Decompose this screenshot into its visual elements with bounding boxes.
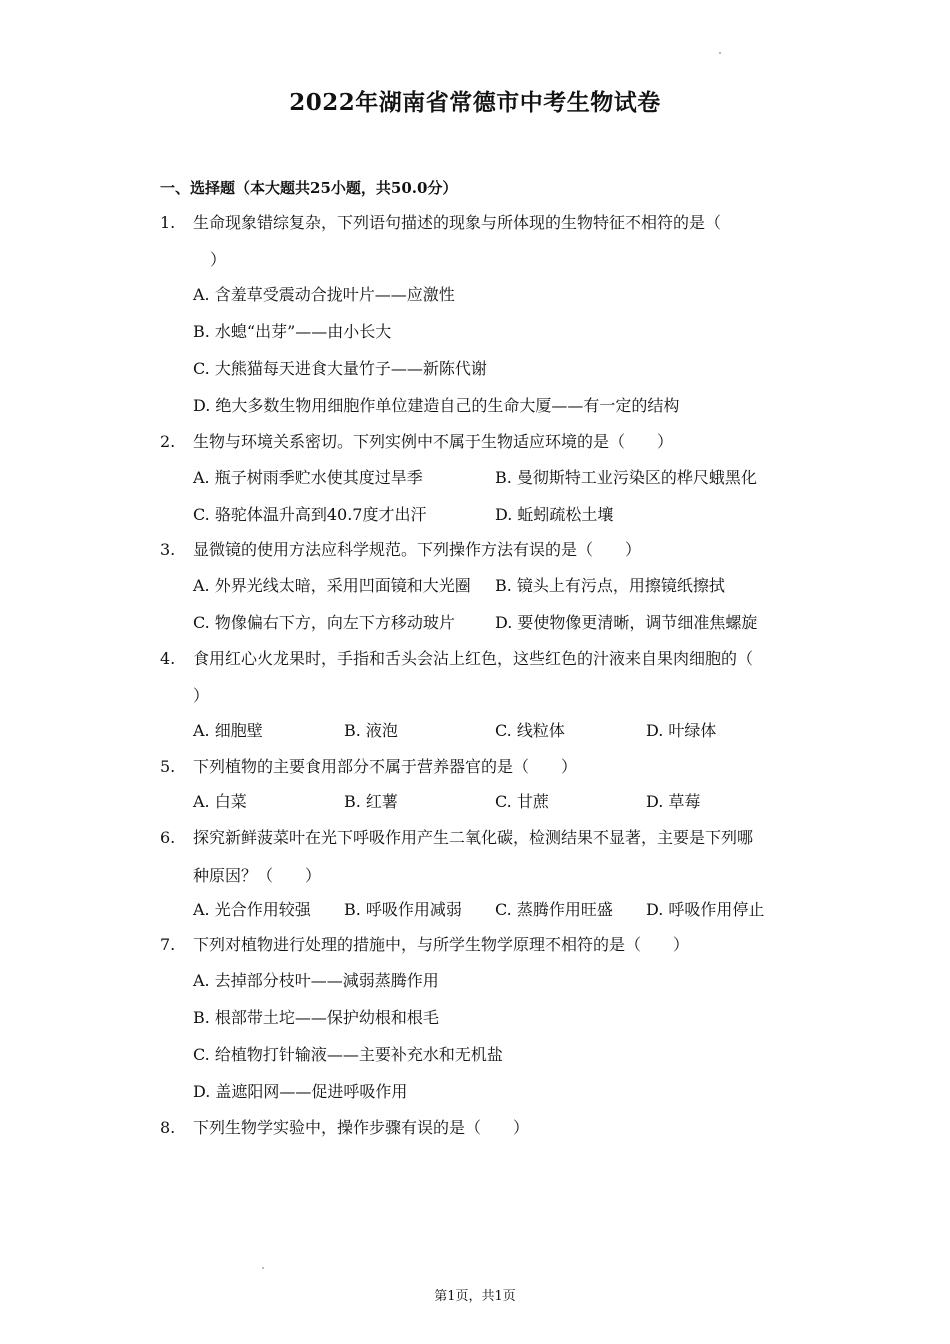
question-text: 下列生物学实验中，操作步骤有误的是（ ） (193, 1118, 530, 1137)
option-d: D. 草莓 (646, 792, 701, 811)
option-d: D. 盖遮阳网——促进呼吸作用 (193, 1082, 408, 1101)
option-d: D. 要使物像更清晰，调节细准焦螺旋 (495, 613, 758, 632)
question-number: 8. (160, 1118, 176, 1137)
option-c: C. 大熊猫每天进食大量竹子——新陈代谢 (193, 359, 487, 378)
question-text: 显微镜的使用方法应科学规范。下列操作方法有误的是（ ） (193, 540, 642, 559)
question-text: 下列植物的主要食用部分不属于营养器官的是（ ） (193, 757, 578, 776)
option-a: A. 细胞壁 (193, 721, 263, 740)
question-number: 3. (160, 540, 176, 559)
question-number: 6. (160, 828, 176, 847)
option-b: B. 红薯 (344, 792, 398, 811)
question-number: 5. (160, 757, 176, 776)
option-b: B. 曼彻斯特工业污染区的桦尺蛾黑化 (495, 468, 757, 487)
option-b: B. 根部带土坨——保护幼根和根毛 (193, 1008, 439, 1027)
option-c: C. 线粒体 (495, 721, 565, 740)
option-b: B. 液泡 (344, 721, 398, 740)
page-footer: 第1页，共1页 (434, 1289, 516, 1304)
option-a: A. 光合作用较强 (193, 900, 311, 919)
option-c: C. 甘蔗 (495, 792, 549, 811)
option-c: C. 蒸腾作用旺盛 (495, 900, 613, 919)
option-a: A. 外界光线太暗，采用凹面镜和大光圈 (193, 576, 471, 595)
option-d: D. 蚯蚓疏松土壤 (495, 505, 614, 524)
option-d: D. 绝大多数生物用细胞作单位建造自己的生命大厦——有一定的结构 (193, 396, 680, 415)
option-a: A. 白菜 (193, 792, 247, 811)
question-number: 1. (160, 213, 176, 232)
question-number: 4. (160, 649, 176, 668)
option-a: A. 去掉部分枝叶——減弱蒸腾作用 (193, 971, 439, 990)
section-heading: 一、选择题（本大题共25小题，共50.0分） (160, 179, 458, 197)
option-b: B. 呼吸作用减弱 (344, 900, 462, 919)
option-a: A. 含羞草受震动合拢叶片——应激性 (193, 285, 455, 304)
question-text: 下列对植物进行处理的措施中，与所学生物学原理不相符的是（ ） (193, 935, 690, 954)
question-number: 2. (160, 432, 176, 451)
option-d: D. 叶绿体 (646, 721, 717, 740)
option-c: C. 骆驼体温升高到40.7度才出汗 (193, 505, 427, 524)
question-text-continued: ） (210, 250, 227, 269)
question-text: 生物与环境关系密切。下列实例中不属于生物适应环境的是（ ） (193, 432, 674, 451)
page-title: 2022年湖南省常德市中考生物试卷 (289, 89, 661, 116)
scan-dot (262, 1267, 264, 1269)
question-number: 7. (160, 935, 176, 954)
option-b: B. 镜头上有污点，用擦镜纸擦拭 (495, 576, 725, 595)
question-text: 食用红心火龙果时，手指和舌头会沾上红色，这些红色的汁液来自果肉细胞的（ (193, 649, 754, 668)
option-c: C. 给植物打针输液——主要补充水和无机盐 (193, 1045, 503, 1064)
question-text-continued: 种原因？（ ） (193, 866, 322, 885)
scan-dot (719, 52, 721, 54)
option-b: B. 水螅“出芽”——由小长大 (193, 322, 392, 341)
question-text: 生命现象错综复杂，下列语句描述的现象与所体现的生物特征不相符的是（ (193, 213, 722, 232)
question-text: 探究新鲜菠菜叶在光下呼吸作用产生二氧化碳，检测结果不显著，主要是下列哪 (193, 828, 754, 847)
question-text-continued: ） (193, 686, 210, 705)
option-a: A. 瓶子树雨季贮水使其度过旱季 (193, 468, 423, 487)
option-d: D. 呼吸作用停止 (646, 900, 765, 919)
option-c: C. 物像偏右下方，向左下方移动玻片 (193, 613, 455, 632)
